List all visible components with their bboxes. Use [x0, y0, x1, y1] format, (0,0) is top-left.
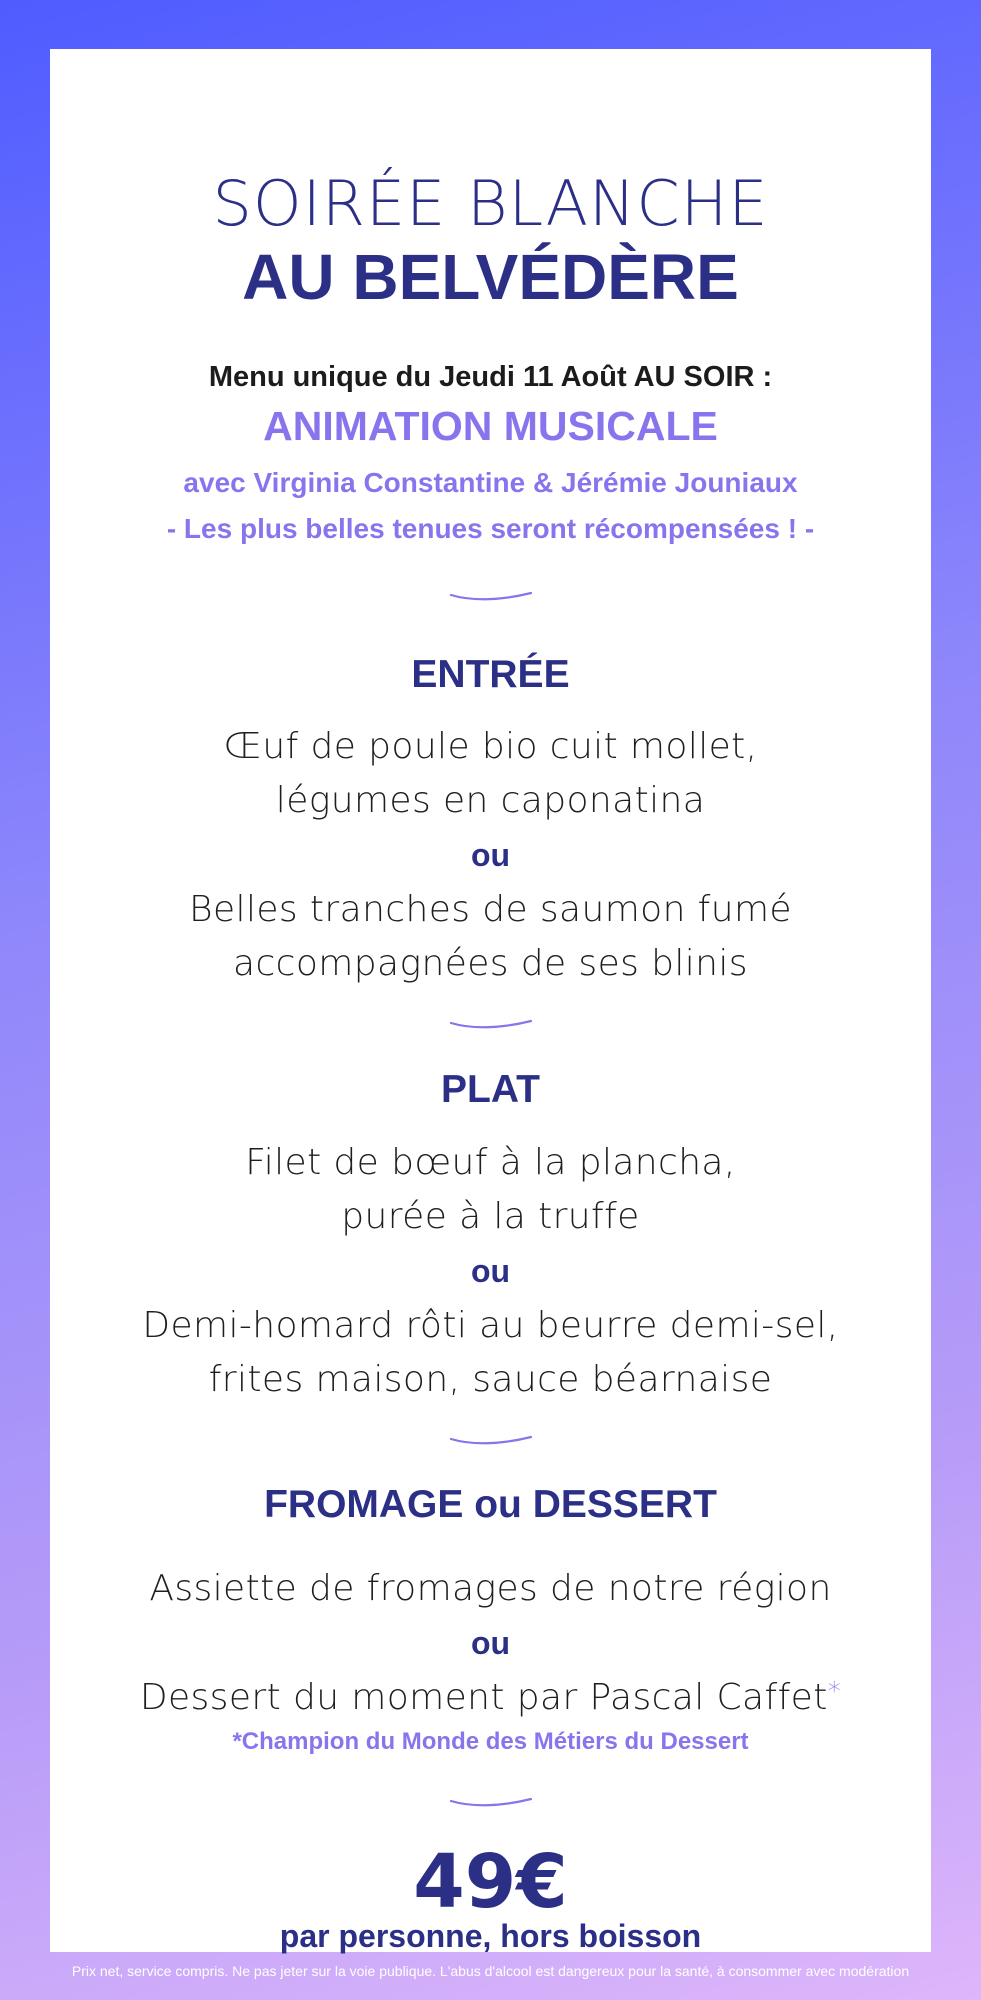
plat-option-2-line-2: frites maison, sauce béarnaise — [208, 1359, 773, 1400]
wave-divider-icon — [449, 1795, 533, 1809]
plat-option-1-line-2: purée à la truffe — [341, 1196, 640, 1237]
plat-title: PLAT — [441, 1068, 540, 1111]
legal-footer: Prix net, service compris. Ne pas jeter sur la voie publique. L'abus d'alcool est dangereux pour la santé, à consommer avec modération — [71, 1963, 910, 1979]
entree-option-2-line-1: Belles tranches de saumon fumé — [189, 889, 792, 930]
entree-option-1-line-1: Œuf de poule bio cuit mollet, — [223, 726, 758, 767]
dessert-or: ou — [470, 1625, 511, 1661]
animation-heading: ANIMATION MUSICALE — [263, 403, 718, 449]
dessert-option-1: Assiette de fromages de notre région — [149, 1568, 832, 1609]
dessert-asterisk: * — [827, 1677, 842, 1707]
entree-option-1-line-2: légumes en caponatina — [275, 780, 706, 821]
wave-divider-icon — [449, 589, 533, 603]
menu-card — [50, 49, 931, 1952]
menu-date-subtitle: Menu unique du Jeudi 11 Août AU SOIR : — [208, 361, 773, 393]
entree-or: ou — [470, 837, 511, 873]
price-amount: 49€ — [413, 1839, 568, 1925]
tenues-line: - Les plus belles tenues seront récompensées ! - — [166, 513, 815, 544]
plat-or: ou — [470, 1253, 511, 1289]
plat-option-2-line-1: Demi-homard rôti au beurre demi-sel, — [142, 1305, 839, 1346]
title-line-1: SOIRÉE BLANCHE — [212, 167, 769, 240]
dessert-option-2: Dessert du moment par Pascal Caffet — [139, 1677, 828, 1718]
dessert-option-2-line — [50, 1671, 931, 1725]
entree-title: ENTRÉE — [411, 653, 570, 696]
dessert-title: FROMAGE ou DESSERT — [264, 1483, 717, 1526]
price-detail: par personne, hors boisson — [279, 1918, 702, 1954]
plat-option-1-line-1: Filet de bœuf à la plancha, — [245, 1142, 736, 1183]
entree-option-2-line-2: accompagnées de ses blinis — [233, 943, 748, 984]
artists-line: avec Virginia Constantine & Jérémie Jouniaux — [183, 467, 798, 498]
wave-divider-icon — [449, 1017, 533, 1031]
title-line-2: AU BELVÉDÈRE — [242, 241, 739, 313]
dessert-note: *Champion du Monde des Métiers du Dessert — [232, 1728, 749, 1755]
wave-divider-icon — [449, 1433, 533, 1447]
